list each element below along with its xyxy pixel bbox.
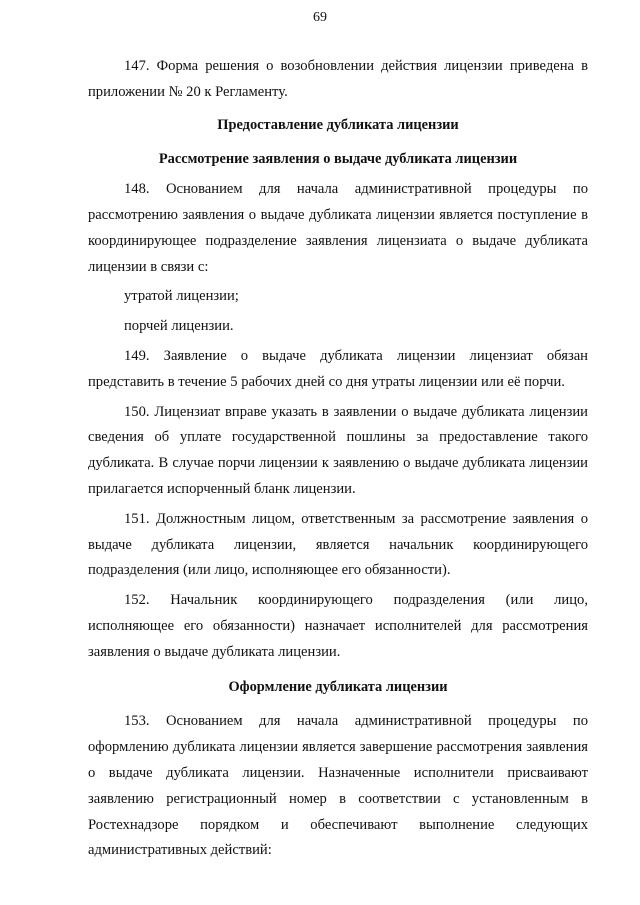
paragraph-151: 151. Должностным лицом, ответственным за рассмотрение заявления о выдаче дубликата лицензии, является начальник координирующего подразделения (или лицо, исполняющее его обязанности). [88,510,588,579]
paragraph-147: 147. Форма решения о возобновлении действия лицензии приведена в приложении № 20 к Регламенту. [88,58,588,100]
paragraph-153: 153. Основанием для начала административной процедуры по оформлению дубликата лицензии является завершение рассмотрения заявления о выдаче дубликата лицензии. Назначенные исполнители присваивают заявлению регистрационный номер в соответствии с установленным в Ростехнадзоре порядком и обеспечивают выполнение следующих административных действий: [88,713,588,859]
list-item-loss: утратой лицензии; [124,288,239,305]
paragraph-149: 149. Заявление о выдаче дубликата лицензии лицензиат обязан представить в течение 5 рабочих дней со дня утраты лицензии или её порчи. [88,347,588,390]
paragraph-148: 148. Основанием для начала административной процедуры по рассмотрению заявления о выдаче дубликата лицензии является поступление в координирующее подразделение заявления лицензиата о выдаче дубликата лицензии в связи с: [88,181,588,275]
subsection-heading-formation: Оформление дубликата лицензии [228,678,448,695]
subsection-heading-review: Рассмотрение заявления о выдаче дубликата лицензии [158,151,518,168]
section-heading-duplicate: Предоставление дубликата лицензии [217,116,459,133]
page-content [88,54,588,864]
page-number: 69 [313,10,327,25]
paragraph-152: 152. Начальник координирующего подразделения (или лицо, исполняющее его обязанности) назначает исполнителей для рассмотрения заявления о выдаче дубликата лицензии. [88,592,588,660]
paragraph-150: 150. Лицензиат вправе указать в заявлении о выдаче дубликата лицензии сведения об уплате государственной пошлины за предоставление такого дубликата. В случае порчи лицензии к заявлению о выдаче дубликата лицензии прилагается испорченный бланк лицензии. [88,403,588,497]
list-item-damage: порчей лицензии. [124,318,234,335]
